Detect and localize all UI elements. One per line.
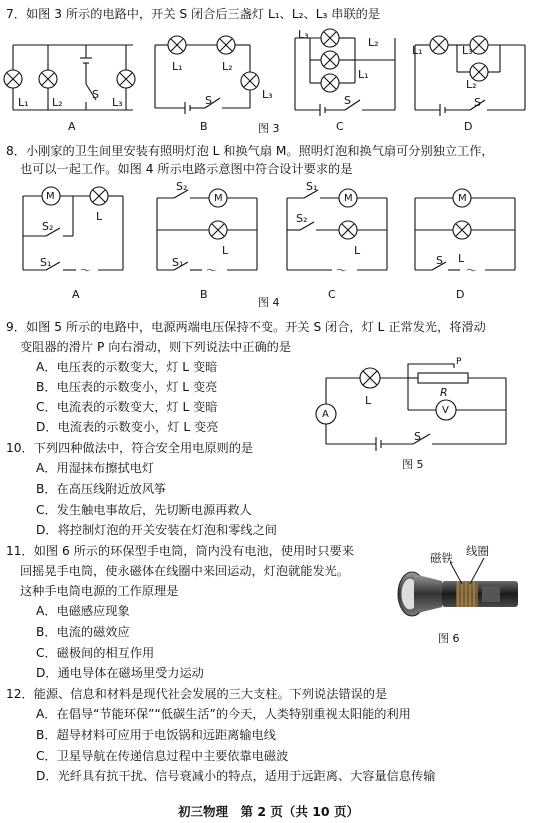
fig4b-s2-label: S₂ (176, 180, 188, 193)
fig3a-l2-label: L₂ (52, 96, 63, 109)
fig4a-m-label: M (46, 191, 55, 202)
fig4a-s1-label: S₁ (40, 256, 52, 269)
q9-option-a: A．电压表的示数变大，灯 L 变暗 (36, 360, 218, 374)
page-footer: 初三物理 第 2 页（共 10 页） (177, 804, 359, 819)
fig3d-l2-label: L₂ (466, 78, 477, 91)
q12-option-c: C．卫星导航在传递信息过程中主要依靠电磁波 (36, 749, 289, 763)
fig4-circuit-c (282, 184, 392, 276)
fig3b-s-label: S (205, 94, 212, 107)
fig5-caption: 图 5 (402, 458, 424, 471)
q12-stem: 12．能源、信息和材料是现代社会发展的三大支柱。下列说法错误的是 (6, 687, 388, 701)
fig6-caption: 图 6 (438, 632, 460, 645)
q9-option-b: B．电压表的示数变小，灯 L 变亮 (36, 380, 218, 394)
q7-stem: 7．如图 3 所示的电路中，开关 S 闭合后三盏灯 L₁、L₂、L₃ 串联的是 (6, 7, 381, 21)
fig3c-l1-label: L₁ (358, 68, 369, 81)
fig3c-l2-label: L₂ (368, 36, 379, 49)
fig5-p-label: P (456, 357, 462, 367)
fig4c-m-label: M (344, 193, 353, 204)
fig3-option-a: A (68, 120, 76, 133)
fig4b-m-label: M (214, 193, 223, 204)
fig4-option-d: D (456, 288, 465, 301)
q9-option-d: D．电流表的示数变小，灯 L 变亮 (36, 420, 219, 434)
q12-option-d: D．光纤具有抗干扰、信号衰减小的特点，适用于远距离、大容量信息传输 (36, 769, 436, 783)
q10-option-a: A．用湿抹布擦拭电灯 (36, 461, 155, 475)
fig4-circuit-a (18, 188, 128, 276)
fig4b-s1-label: S₁ (172, 256, 184, 269)
fig4b-l-label: L (222, 244, 229, 257)
q9-stem-line2: 变阻器的滑片 P 向右滑动，则下列说法中正确的是 (20, 340, 292, 354)
q10-option-b: B．在高压线附近放风筝 (36, 482, 167, 496)
fig6-flashlight-photo (392, 548, 526, 623)
fig6-coil-label: 线圈 (466, 544, 489, 558)
q11-option-c: C．磁极间的相互作用 (36, 646, 155, 660)
q11-stem-line2: 回摇晃手电筒，使永磁体在线圈中来回运动，灯泡就能发光。 (20, 564, 350, 578)
q11-stem-line1: 11．如图 6 所示的环保型手电筒，筒内没有电池，使用时只要来 (6, 544, 354, 558)
fig3a-l3-label: L₃ (112, 96, 123, 109)
fig3c-s-label: S (344, 94, 351, 107)
fig3d-l3-label: L₃ (462, 44, 473, 57)
fig3-circuit-b (150, 40, 275, 115)
q11-option-a: A．电磁感应现象 (36, 604, 130, 618)
fig6-magnet-label: 磁铁 (430, 551, 453, 565)
q12-option-a: A．在倡导“节能环保”“低碳生活”的今天，人类特别重视太阳能的利用 (36, 707, 411, 721)
fig4-caption: 图 4 (258, 296, 280, 309)
q10-option-c: C．发生触电事故后，先切断电源再救人 (36, 503, 252, 517)
fig4-option-a: A (72, 288, 80, 301)
q10-option-d: D．将控制灯泡的开关安装在灯泡和零线之间 (36, 523, 277, 537)
fig5-s-label: S (414, 430, 421, 443)
fig3b-l3-label: L₃ (262, 88, 273, 101)
fig3d-s-label: S (474, 96, 481, 109)
fig4c-l-label: L (354, 244, 361, 257)
q11-stem-line3: 这种手电筒电源的工作原理是 (20, 584, 179, 598)
fig4a-source-symbol: ～ (80, 264, 91, 277)
fig3-caption: 图 3 (258, 122, 280, 135)
fig4a-l-label: L (96, 210, 103, 223)
fig4a-s2-label: S₂ (42, 220, 54, 233)
q9-stem-line1: 9．如图 5 所示的电路中，电源两端电压保持不变。开关 S 闭合，灯 L 正常发光，将滑动 (6, 320, 486, 334)
fig3-option-b: B (200, 120, 208, 133)
q9-option-c: C．电流表的示数变大，灯 L 变暗 (36, 400, 218, 414)
fig4-option-b: B (200, 288, 208, 301)
fig3-option-d: D (464, 120, 473, 133)
fig3a-s-label: S (92, 88, 99, 101)
fig4d-l-label: L (458, 252, 465, 265)
fig4c-s2-label: S₂ (296, 212, 308, 225)
q10-stem: 10．下列四种做法中，符合安全用电原则的是 (6, 441, 254, 455)
fig3a-l1-label: L₁ (18, 96, 29, 109)
fig3c-l3-label: L₃ (298, 28, 309, 41)
fig3d-l1-label: L₁ (412, 44, 423, 57)
fig4d-s-label: S (436, 254, 443, 267)
q11-option-d: D．通电导体在磁场里受力运动 (36, 666, 204, 680)
fig4c-s1-label: S₁ (306, 180, 318, 193)
fig5-l-label: L (365, 394, 372, 407)
q8-stem-line2: 也可以一起工作。如图 4 所示电路示意图中符合设计要求的是 (20, 162, 353, 176)
fig4-option-c: C (328, 288, 336, 301)
fig3b-l2-label: L₂ (222, 60, 233, 73)
q8-stem-line1: 8．小刚家的卫生间里安装有照明灯泡 L 和换气扇 M。照明灯泡和换气扇可分别独立工作， (6, 144, 494, 158)
fig4c-source-symbol: ～ (336, 264, 347, 277)
fig5-ammeter-label: A (322, 409, 329, 420)
fig3b-l1-label: L₁ (172, 60, 183, 73)
fig5-r-label: R (440, 386, 448, 399)
fig5-voltmeter-label: V (442, 405, 449, 416)
fig4b-source-symbol: ～ (206, 264, 217, 277)
fig3-option-c: C (336, 120, 344, 133)
fig4d-m-label: M (458, 193, 467, 204)
q11-option-b: B．电流的磁效应 (36, 625, 130, 639)
fig4-circuit-b (152, 184, 262, 276)
fig4d-source-symbol: ～ (466, 264, 477, 277)
q12-option-b: B．超导材料可应用于电饭锅和远距离输电线 (36, 728, 276, 742)
